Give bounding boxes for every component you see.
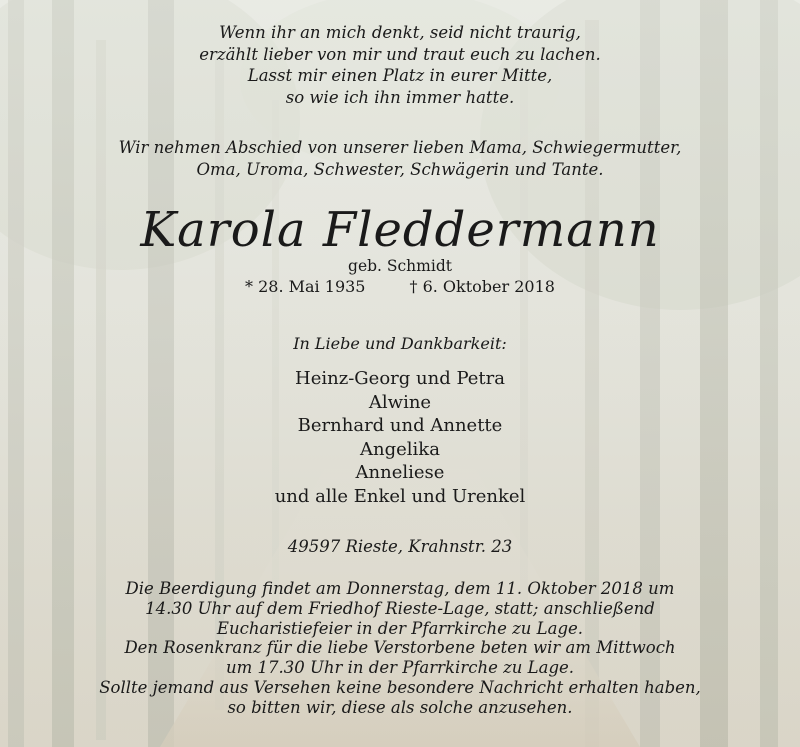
mourner-name: Heinz-Georg und Petra xyxy=(295,368,505,389)
mourner-name: Alwine xyxy=(368,391,432,413)
birth-date: * 28. Mai 1935 xyxy=(245,277,366,296)
poem-line: Wenn ihr an mich denkt, seid nicht traurig, xyxy=(219,23,581,42)
address: 49597 Rieste, Krahnstr. 23 xyxy=(287,537,513,556)
birth-name: geb. Schmidt xyxy=(348,257,452,275)
funeral-details xyxy=(0,579,800,718)
life-dates xyxy=(0,277,800,297)
details-line: Eucharistiefeier in der Pfarrkirche zu Lage. xyxy=(216,618,584,638)
deceased-name: Karola Fleddermann xyxy=(140,202,660,258)
poem-line: so wie ich ihn immer hatte. xyxy=(285,87,515,107)
farewell-line: Oma, Uroma, Schwester, Schwägerin und Tante. xyxy=(196,160,604,179)
death-date: † 6. Oktober 2018 xyxy=(409,277,555,296)
mourner-name: Bernhard und Annette xyxy=(297,415,503,436)
mourner-name: Anneliese xyxy=(355,462,445,483)
details-line: Den Rosenkranz für die liebe Verstorbene beten wir am Mittwoch xyxy=(124,638,676,658)
details-line: so bitten wir, diese als solche anzusehen. xyxy=(227,697,573,717)
details-line: um 17.30 Uhr in der Pfarrkirche zu Lage. xyxy=(225,658,575,678)
details-line: 14.30 Uhr auf dem Friedhof Rieste-Lage, statt; anschließend xyxy=(145,598,655,618)
poem xyxy=(0,22,800,108)
mourner-name: und alle Enkel und Urenkel xyxy=(274,485,526,507)
details-line: Sollte jemand aus Versehen keine besondere Nachricht erhalten haben, xyxy=(99,677,701,697)
details-line: Die Beerdigung findet am Donnerstag, dem 11. Oktober 2018 um xyxy=(125,579,675,598)
poem-line: erzählt lieber von mir und traut euch zu lachen. xyxy=(199,44,601,64)
mourner-name: Angelika xyxy=(360,438,440,460)
poem-line: Lasst mir einen Platz in eurer Mitte, xyxy=(247,66,553,85)
farewell-line: Wir nehmen Abschied von unserer lieben Mama, Schwiegermutter, xyxy=(118,138,682,157)
mourners-intro: In Liebe und Dankbarkeit: xyxy=(293,334,507,353)
mourners-list xyxy=(0,367,800,508)
farewell-text xyxy=(0,137,800,181)
